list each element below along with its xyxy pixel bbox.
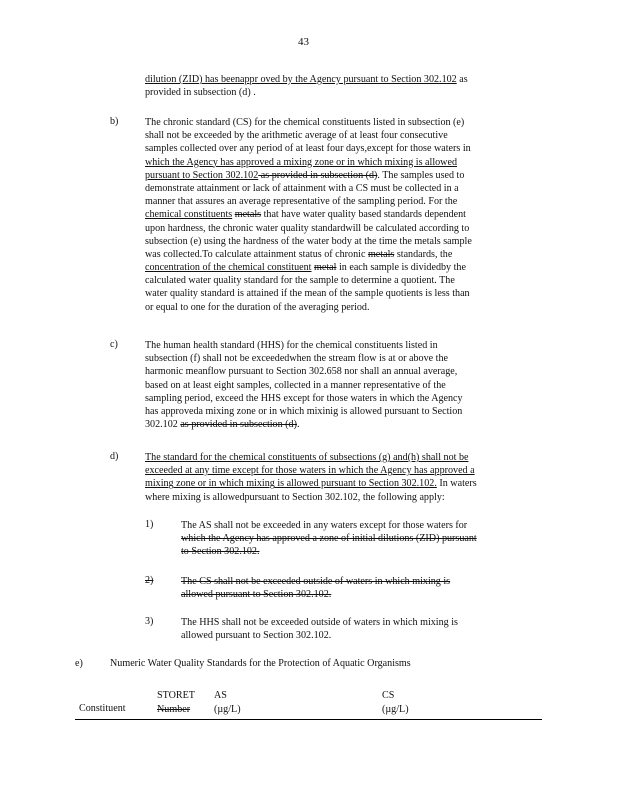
sub-3-text (181, 616, 458, 642)
text-line (145, 418, 463, 431)
text-line (145, 477, 477, 490)
text-line (145, 352, 463, 365)
text-line (181, 616, 458, 629)
para-c-label: c) (110, 339, 118, 350)
para-e-heading: Numeric Water Quality Standards for the Protection of Aquatic Organisms (110, 658, 411, 669)
text-line (145, 491, 477, 504)
text-line (145, 451, 477, 464)
col-as-unit: (µg/L) (214, 704, 241, 715)
sub-1-text (181, 519, 477, 559)
text-line (145, 182, 472, 195)
text-segment: shall not be exceeded by the arithmetic average of at least four consecutive (145, 130, 448, 142)
inserted-text: chemical constituents (145, 209, 233, 221)
col-constituent: Constituent (79, 703, 126, 714)
text-line (145, 73, 468, 86)
deleted-text: metals (367, 248, 395, 260)
deleted-text: as provided in subsection (d) (258, 169, 378, 181)
deleted-text: metals (234, 209, 262, 221)
col-as: AS (214, 690, 227, 701)
text-line (145, 261, 472, 274)
text-segment: calculated water quality standard for the sample to determine a quotient. The (145, 275, 455, 287)
text-line (145, 301, 472, 314)
text-line (145, 169, 472, 182)
sub-2-text (181, 575, 450, 601)
inserted-text: which the Agency has approved a mixing zone or in which mixing is allowed (145, 156, 457, 168)
para-b-label: b) (110, 116, 119, 127)
text-segment: harmonic meanflow pursuant to Section 302.658 nor shall an annual average, (145, 366, 458, 378)
col-cs-unit: (µg/L) (382, 704, 409, 715)
text-segment: upon hardness, the chronic water quality standardwill be calculated according to (145, 222, 470, 234)
text-segment: sampling period, exceed the HHS except for those waters in which the Agency (145, 392, 463, 404)
text-line (145, 86, 468, 99)
deleted-text: as provided in subsection (d) (180, 419, 297, 431)
para-b-text (145, 116, 472, 314)
text-line (181, 532, 477, 545)
text-segment: subsection (f) shall not be exceededwhen the stream flow is at or above the (145, 353, 448, 365)
text-segment: water quality standard is attained if the mean of the sample quotients is less than (145, 288, 470, 300)
text-segment: 302.102 (145, 419, 181, 431)
inserted-text: concentration of the chemical constituent (145, 262, 312, 274)
page-number: 43 (298, 36, 309, 48)
inserted-text: dilution (ZID) has beenappr oved by the Agency pursuant to Section 302.102 (145, 74, 457, 85)
text-segment: The HHS shall not be exceeded outside of waters in which mixing is (181, 617, 458, 628)
text-line (145, 116, 472, 129)
text-line (145, 248, 472, 261)
inserted-text: pursuant to Section 302.102 (145, 169, 259, 181)
text-segment: subsection (e) using the hardness of the water body at the time the metals sample (145, 235, 472, 247)
text-line (145, 222, 472, 235)
text-line (145, 156, 472, 169)
text-segment: In waters (436, 478, 477, 490)
text-segment: based on at least eight samples, collected in a manner representative of the (145, 379, 446, 391)
col-cs: CS (382, 690, 395, 701)
sub-3-label: 3) (145, 616, 154, 627)
text-segment: where mixing is allowedpursuant to Section 302.102, the following apply: (145, 491, 445, 503)
text-line (181, 575, 450, 588)
text-line (145, 287, 472, 300)
table-header-rule (75, 719, 542, 720)
text-segment: The human health standard (HHS) for the chemical constituents listed in (145, 340, 438, 351)
col-storet: STORET (157, 690, 195, 701)
deleted-text: to Section 302.102. (181, 546, 260, 558)
inserted-text: exceeded at any time except for those waters in which the Agency has approved a (145, 465, 475, 477)
text-segment: The chronic standard (CS) for the chemical constituents listed in subsection (e) (145, 117, 465, 128)
text-segment: . (296, 419, 300, 431)
text-line (145, 142, 472, 155)
text-line (145, 365, 463, 378)
deleted-text: which the Agency has approved a zone of initial dilutions (ZID) pursuant (181, 533, 477, 545)
text-line (145, 379, 463, 392)
text-line (145, 464, 477, 477)
para-c-text (145, 339, 463, 431)
col-storet-number: Number (157, 704, 191, 715)
text-line (145, 274, 472, 287)
text-line (145, 195, 472, 208)
text-line (145, 129, 472, 142)
sub-1-label: 1) (145, 519, 154, 530)
text-segment: as (456, 74, 468, 85)
sub-2-label: 2) (145, 575, 154, 586)
text-segment: in each sample is dividedby the (336, 262, 466, 274)
text-segment: The AS shall not be exceeded in any waters except for those waters for (181, 520, 468, 531)
text-segment: that have water quality based standards dependent (261, 209, 466, 221)
text-line (145, 208, 472, 221)
text-segment: was collected.To calculate attainment status of chronic (145, 248, 368, 260)
deleted-text: allowed pursuant to Section 302.102. (181, 589, 332, 601)
text-segment: or equal to one for the duration of the averaging period. (145, 301, 370, 313)
deleted-text: metal (314, 262, 337, 274)
text-segment: provided in subsection (d) . (145, 87, 256, 99)
text-line (145, 339, 463, 352)
text-line (145, 235, 472, 248)
text-line (181, 629, 458, 642)
text-segment: allowed pursuant to Section 302.102. (181, 630, 332, 642)
inserted-text: mixing zone or in which mixing is allowed pursuant to Section 302.102. (145, 478, 437, 490)
text-segment: samples collected over any period of at least four days,except for those waters in (145, 143, 471, 155)
deleted-text: The CS shall not be exceeded outside of waters in which mixing is (181, 576, 451, 587)
inserted-text: The standard for the chemical constituents of subsections (g) and(h) shall not be (145, 452, 469, 463)
para-d-text (145, 451, 477, 504)
para-d-label: d) (110, 451, 119, 462)
text-segment: . The samples used to (377, 169, 465, 181)
text-line (145, 405, 463, 418)
text-line (181, 545, 477, 558)
text-line (145, 392, 463, 405)
text-segment: manner that assures an average representative of the sampling period. For the (145, 196, 458, 208)
text-line (181, 519, 477, 532)
para-e-label: e) (75, 658, 83, 669)
text-segment: standards, the (394, 248, 453, 260)
text-segment: has approveda mixing zone or in which mixinig is allowed pursuant to Section (145, 405, 463, 417)
text-line (181, 588, 450, 601)
intro-continuation (145, 73, 468, 99)
text-segment: demonstrate attainment or lack of attainment with a CS must be collected in a (145, 182, 459, 194)
